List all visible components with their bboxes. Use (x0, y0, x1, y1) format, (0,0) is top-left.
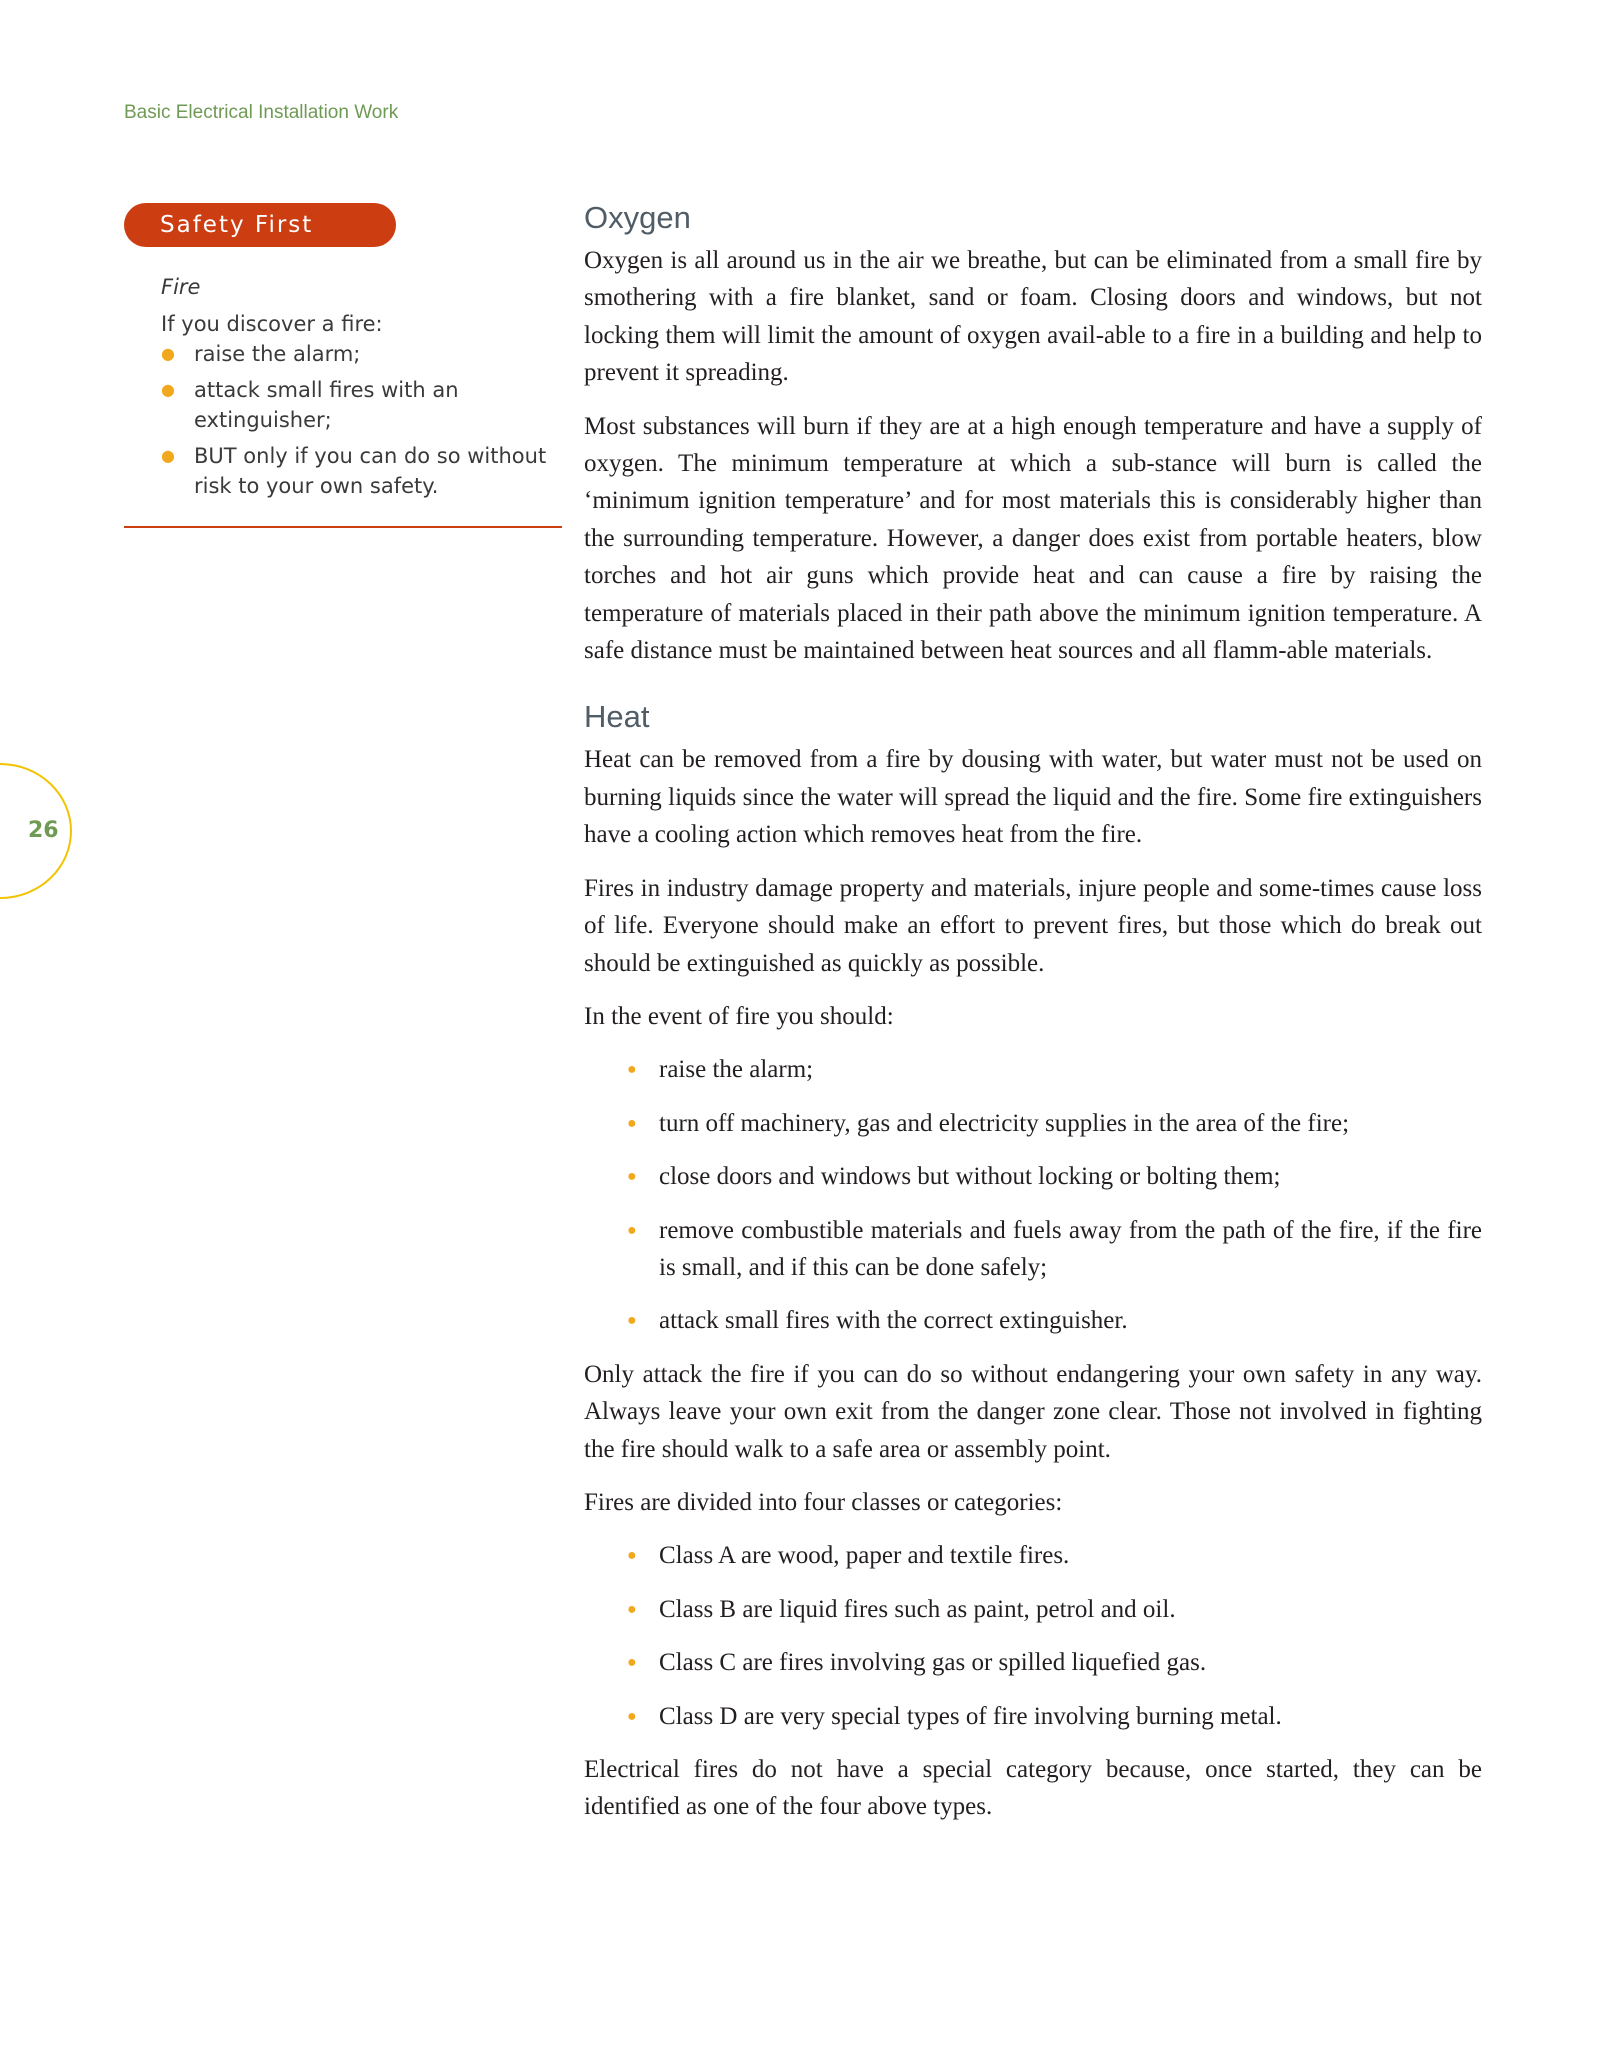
list-item: ● BUT only if you can do so without risk to your own safety. (161, 441, 562, 501)
list-item: ● remove combustible materials and fuels away from the path of the fire, if the fire is small, and if this can be done safely; (584, 1212, 1482, 1287)
fire-actions-list (584, 1051, 1482, 1339)
paragraph: In the event of fire you should: (584, 1002, 894, 1030)
fire-classes-list (584, 1537, 1482, 1735)
paragraph: Heat can be removed from a fire by dousing with water, but water must not be used on burning liquids since the water will spread the liquid and the fire. Some fire extinguishers have a cooling action which removes heat from the fire. (584, 746, 1482, 849)
list-item: ● Class A are wood, paper and textile fires. (584, 1537, 1482, 1574)
paragraph: Fires in industry damage property and materials, injure people and some-times cause loss of life. Everyone should make an effort to prevent fires, but those which do break out should be extinguished as quickly as possible. (584, 874, 1482, 977)
list-item: ● turn off machinery, gas and electricity supplies in the area of the fire; (584, 1105, 1482, 1142)
list-item: ● attack small fires with an extinguisher; (161, 375, 562, 435)
list-item: ● close doors and windows but without locking or bolting them; (584, 1158, 1482, 1195)
main-column (584, 198, 1482, 1826)
safety-first-list (161, 339, 562, 501)
paragraph: Only attack the fire if you can do so without endangering your own safety in any way. Always leave your own exit from the danger zone clear. Those not involved in fighting the fire should walk to a safe area or assembly point. (584, 1360, 1482, 1463)
safety-first-sidebar (124, 203, 562, 501)
bullet-icon: ● (627, 1114, 637, 1132)
bullet-icon: ● (627, 1707, 637, 1725)
paragraph: Most substances will burn if they are at a high enough temperature and have a supply of oxygen. The minimum temperature at which a sub-stance will burn is called the ‘minimum ignition temperature’ and for most materials this is considerably higher than the surrounding temperature. However, a danger does exist from portable heaters, blow torches and hot air guns which provide heat and can cause a fire by raising the temperature of materials placed in their path above the minimum ignition temperature. A safe distance must be maintained between heat sources and all flamm-able materials. (584, 412, 1482, 665)
list-item: ● Class B are liquid fires such as paint, petrol and oil. (584, 1591, 1482, 1628)
bullet-icon: ● (161, 446, 175, 465)
bullet-icon: ● (627, 1654, 637, 1672)
bullet-icon: ● (627, 1168, 637, 1186)
bullet-icon: ● (161, 344, 175, 363)
bullet-icon: ● (627, 1312, 637, 1330)
safety-first-subtitle: Fire (161, 275, 201, 299)
page-number: 26 (28, 818, 59, 843)
heading-oxygen: Oxygen (584, 200, 691, 235)
list-item: ● Class D are very special types of fire involving burning metal. (584, 1698, 1482, 1735)
paragraph: Fires are divided into four classes or categories: (584, 1488, 1063, 1516)
running-header: Basic Electrical Installation Work (124, 102, 399, 123)
bullet-icon: ● (627, 1600, 637, 1618)
paragraph: Oxygen is all around us in the air we breathe, but can be eliminated from a small fire by smothering with a fire blanket, sand or foam. Closing doors and windows, but not locking them will limit the amount of oxygen avail-able to a fire in a building and help to prevent it spreading. (584, 247, 1482, 387)
safety-first-body (124, 272, 562, 501)
bullet-icon: ● (627, 1221, 637, 1239)
list-item: ● raise the alarm; (161, 339, 562, 369)
list-item: ● Class C are fires involving gas or spilled liquefied gas. (584, 1644, 1482, 1681)
list-item: ● raise the alarm; (584, 1051, 1482, 1088)
heading-heat: Heat (584, 699, 650, 735)
sidebar-divider (124, 526, 562, 528)
safety-first-title: Safety First (124, 203, 396, 247)
safety-first-intro: If you discover a fire: (161, 312, 383, 336)
paragraph: Electrical fires do not have a special category because, once started, they can be identified as one of the four above types. (584, 1756, 1482, 1821)
list-item: ● attack small fires with the correct extinguisher. (584, 1302, 1482, 1339)
bullet-icon: ● (627, 1061, 637, 1079)
bullet-icon: ● (161, 380, 175, 399)
bullet-icon: ● (627, 1547, 637, 1565)
